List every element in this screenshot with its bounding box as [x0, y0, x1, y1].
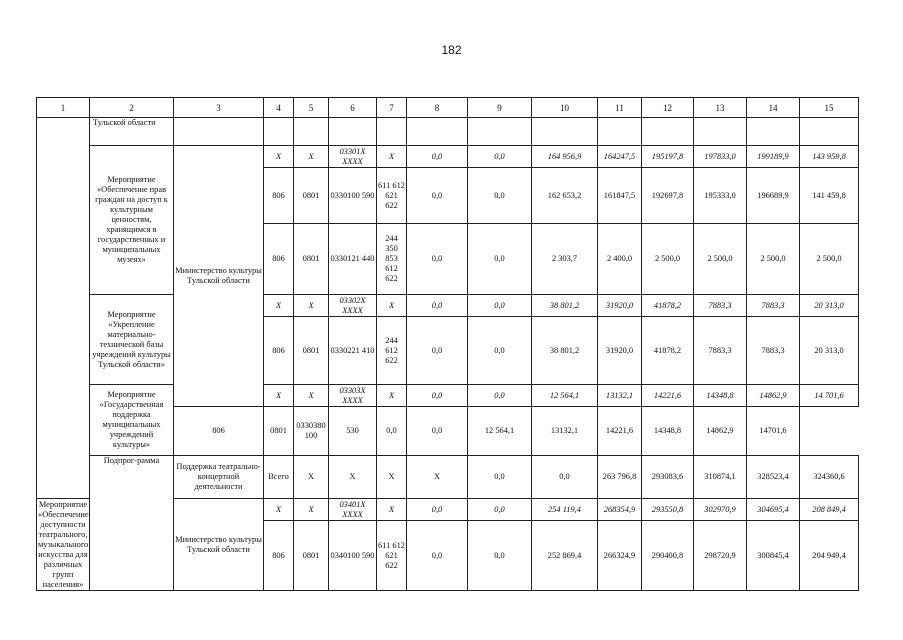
data-cell: 195197,8 — [642, 146, 694, 168]
data-cell: 0,0 — [468, 499, 532, 521]
header-cell: 6 — [329, 98, 377, 118]
header-cell: 12 — [642, 98, 694, 118]
data-cell: 0,0 — [377, 407, 407, 456]
data-cell: 14862,9 — [747, 385, 800, 407]
data-cell: X — [377, 456, 407, 499]
data-cell: 164247,5 — [598, 146, 642, 168]
data-cell: 31920,0 — [598, 317, 642, 385]
data-cell: 0,0 — [468, 295, 532, 317]
data-cell: 14348,8 — [694, 385, 747, 407]
data-cell: 204 949,4 — [800, 521, 859, 591]
data-cell: X — [294, 295, 329, 317]
data-cell: X — [329, 456, 377, 499]
data-cell: 0801 — [294, 317, 329, 385]
data-cell: X — [264, 385, 294, 407]
data-cell: 806 — [264, 521, 294, 591]
data-cell: 7883,3 — [694, 295, 747, 317]
data-cell: 252 869,4 — [532, 521, 598, 591]
table-row — [37, 118, 859, 146]
header-cell: 4 — [264, 98, 294, 118]
data-cell: 254 119,4 — [532, 499, 598, 521]
data-cell: 611 612 621 622 — [377, 521, 407, 591]
header-cell: 2 — [90, 98, 174, 118]
data-cell: 0801 — [294, 168, 329, 224]
header-cell: 8 — [407, 98, 468, 118]
data-cell: 0330221 410 — [329, 317, 377, 385]
table-row — [37, 295, 859, 317]
data-cell: 0,0 — [407, 224, 468, 295]
data-cell: 14348,8 — [642, 407, 694, 456]
responsible-ministry: Министерство культуры Тульской области — [174, 499, 264, 591]
data-cell: 0,0 — [468, 146, 532, 168]
data-cell: 38 801,2 — [532, 317, 598, 385]
data-cell: 0,0 — [407, 168, 468, 224]
responsible-ministry: Министерство культуры Тульской области — [174, 146, 264, 407]
data-cell: X — [294, 385, 329, 407]
data-cell: 0,0 — [407, 407, 468, 456]
data-cell: 143 959,8 — [800, 146, 859, 168]
header-cell: 14 — [747, 98, 800, 118]
header-cell: 15 — [800, 98, 859, 118]
data-cell: 41878,2 — [642, 295, 694, 317]
data-cell: 0,0 — [532, 456, 598, 499]
data-cell: 2 500,0 — [642, 224, 694, 295]
data-cell: 0,0 — [468, 224, 532, 295]
data-cell: 0,0 — [468, 385, 532, 407]
data-cell: 806 — [264, 224, 294, 295]
data-cell: 263 796,8 — [598, 456, 642, 499]
data-cell: X — [377, 499, 407, 521]
data-cell: 268354,9 — [598, 499, 642, 521]
header-cell: 3 — [174, 98, 264, 118]
data-cell: 300845,4 — [747, 521, 800, 591]
data-cell: 195333,0 — [694, 168, 747, 224]
data-cell: 38 801,2 — [532, 295, 598, 317]
data-cell: 0,0 — [468, 456, 532, 499]
header-row — [37, 98, 859, 118]
data-cell: 161847,5 — [598, 168, 642, 224]
row-label: Тульской области — [90, 118, 174, 146]
data-cell: X — [294, 499, 329, 521]
data-cell: 03302X XXXX — [329, 295, 377, 317]
data-cell: 806 — [264, 317, 294, 385]
data-cell: X — [377, 295, 407, 317]
data-cell: 31920,0 — [598, 295, 642, 317]
data-cell: 14221,6 — [642, 385, 694, 407]
data-cell: 208 849,4 — [800, 499, 859, 521]
data-cell: 192697,8 — [642, 168, 694, 224]
data-cell: 0330380 100 — [294, 407, 329, 456]
data-cell: 0,0 — [407, 317, 468, 385]
data-cell: 13132,1 — [598, 385, 642, 407]
empty-cell — [174, 118, 264, 146]
data-cell: 2 303,7 — [532, 224, 598, 295]
data-cell: 14862,9 — [694, 407, 747, 456]
data-cell: 328523,4 — [747, 456, 800, 499]
data-cell: 0,0 — [407, 385, 468, 407]
data-cell: 7883,3 — [694, 317, 747, 385]
empty-cell — [37, 118, 90, 499]
table-row — [37, 385, 859, 407]
data-cell: 164 956,9 — [532, 146, 598, 168]
data-cell: 14701,6 — [747, 407, 800, 456]
data-cell: 0,0 — [407, 146, 468, 168]
total-label: Всего — [264, 456, 294, 499]
data-cell: 293550,8 — [642, 499, 694, 521]
data-cell: 0801 — [264, 407, 294, 456]
data-cell: 14 701,6 — [800, 385, 859, 407]
data-cell: 302970,9 — [694, 499, 747, 521]
data-cell: 0,0 — [468, 317, 532, 385]
data-cell: 266324,9 — [598, 521, 642, 591]
data-cell: 0,0 — [407, 499, 468, 521]
measure-material-base-label: Мероприятие «Укрепление материально-технической базы учреждений культуры Тульской области» — [90, 295, 174, 385]
data-cell: 13132,1 — [532, 407, 598, 456]
measure-state-support-label: Мероприятие «Государственная поддержка муниципальных учреждений культуры» — [90, 385, 174, 456]
data-cell: 806 — [174, 407, 264, 456]
data-cell: 141 459,8 — [800, 168, 859, 224]
measure-museums-label: Мероприятие «Обеспечение прав граждан на доступ к культурным ценностям, хранящимся в государственных и муниципальных музеях» — [90, 146, 174, 295]
data-cell: 196689,9 — [747, 168, 800, 224]
data-cell: 324360,6 — [800, 456, 859, 499]
data-cell: 530 — [329, 407, 377, 456]
data-cell: 14221,6 — [598, 407, 642, 456]
page-number: 182 — [441, 43, 462, 57]
data-cell: 293083,6 — [642, 456, 694, 499]
data-cell: 0801 — [294, 521, 329, 591]
data-cell: 304695,4 — [747, 499, 800, 521]
data-cell: 611 612 621 622 — [377, 168, 407, 224]
data-cell: 0,0 — [468, 521, 532, 591]
data-cell: 290400,8 — [642, 521, 694, 591]
data-cell: 20 313,0 — [800, 295, 859, 317]
data-cell: 199189,9 — [747, 146, 800, 168]
data-cell: X — [294, 456, 329, 499]
subprogram-name: Поддержка театрально-концертной деятельности — [174, 456, 264, 499]
data-cell: 03303X XXXX — [329, 385, 377, 407]
header-cell: 10 — [532, 98, 598, 118]
header-cell: 1 — [37, 98, 90, 118]
subprogram-label: Подпрог-рамма — [90, 456, 174, 591]
data-cell: X — [377, 146, 407, 168]
data-cell: 0330100 590 — [329, 168, 377, 224]
data-cell: X — [407, 456, 468, 499]
data-cell: 0801 — [294, 224, 329, 295]
header-cell: 11 — [598, 98, 642, 118]
data-cell: 41878,2 — [642, 317, 694, 385]
measure-theatre-label: Мероприятие «Обеспечение доступности театрального, музыкального искусства для различных групп населения» — [38, 499, 89, 589]
data-cell: 7883,3 — [747, 295, 800, 317]
data-cell: 0330121 440 — [329, 224, 377, 295]
data-cell: X — [264, 499, 294, 521]
header-cell: 5 — [294, 98, 329, 118]
data-cell: 310874,1 — [694, 456, 747, 499]
data-cell: X — [264, 146, 294, 168]
header-cell: 7 — [377, 98, 407, 118]
data-cell: 162 653,2 — [532, 168, 598, 224]
data-cell: 244 612 622 — [377, 317, 407, 385]
data-cell: 2 500,0 — [694, 224, 747, 295]
header-cell: 9 — [468, 98, 532, 118]
data-cell: 03401X XXXX — [329, 499, 377, 521]
data-cell: 2 500,0 — [747, 224, 800, 295]
data-cell: 2 500,0 — [800, 224, 859, 295]
budget-table — [36, 97, 859, 591]
data-cell: 7883,3 — [747, 317, 800, 385]
data-cell: 12 564,1 — [532, 385, 598, 407]
data-cell: 0,0 — [407, 521, 468, 591]
data-cell: 0,0 — [468, 168, 532, 224]
data-cell: X — [264, 295, 294, 317]
data-cell: X — [294, 146, 329, 168]
data-cell: 12 564,1 — [468, 407, 532, 456]
table-row — [37, 456, 859, 499]
data-cell: 244 350 853 612 622 — [377, 224, 407, 295]
data-cell: 298720,9 — [694, 521, 747, 591]
header-cell: 13 — [694, 98, 747, 118]
data-cell: 0340100 590 — [329, 521, 377, 591]
data-cell: 2 400,0 — [598, 224, 642, 295]
data-cell: X — [377, 385, 407, 407]
data-cell: 20 313,0 — [800, 317, 859, 385]
table-row — [37, 146, 859, 168]
data-cell: 0,0 — [407, 295, 468, 317]
data-cell: 806 — [264, 168, 294, 224]
data-cell: 197833,0 — [694, 146, 747, 168]
data-cell: 03301X XXXX — [329, 146, 377, 168]
